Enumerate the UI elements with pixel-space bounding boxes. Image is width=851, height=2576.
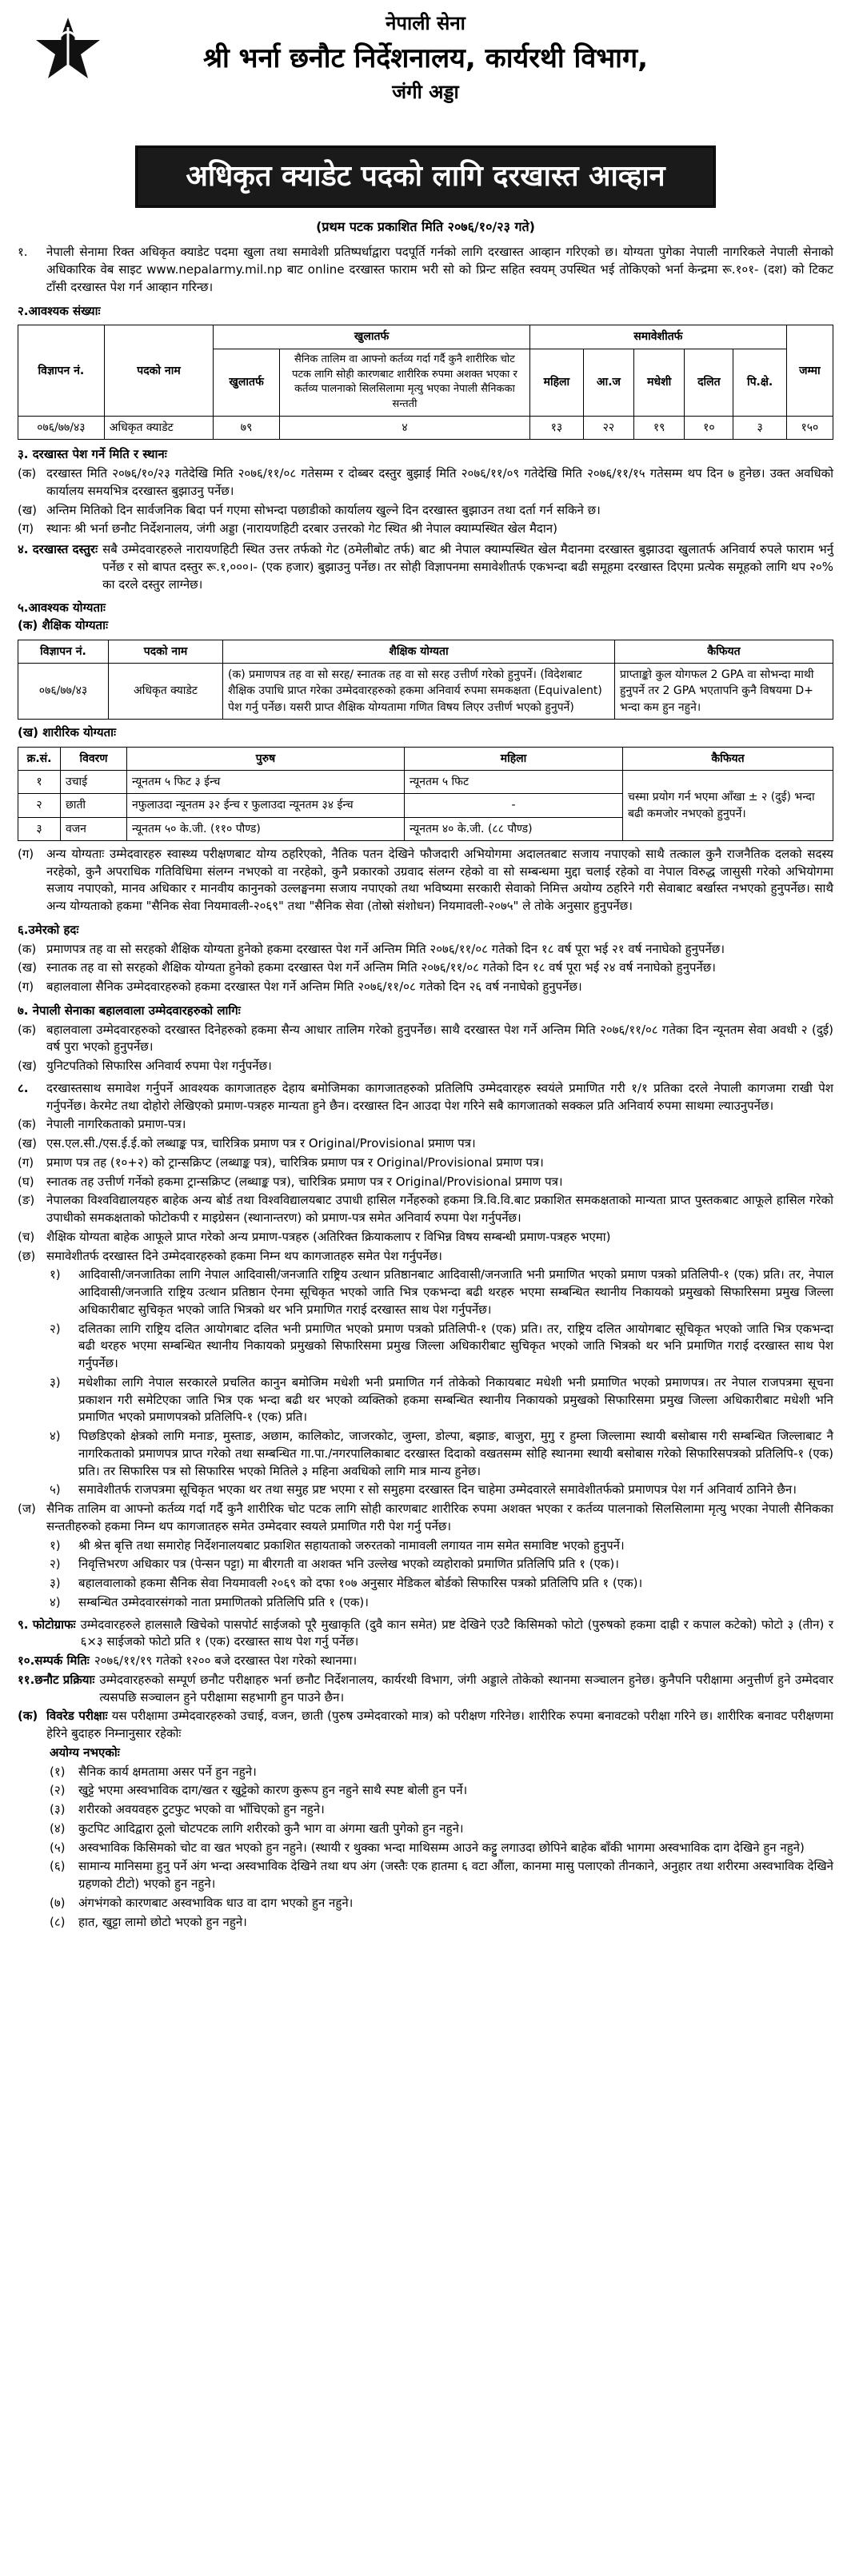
- list-item: (ख) स्नातक तह वा सो सरहको शैक्षिक योग्यता हुनेको हकमा दरखास्त पेश गर्ने अन्तिम मिति २०७६/११/०८ गतेको दिन १८ वर्ष पूरा भई २४ वर्ष ननाघेको हुनुपर्नेछ।: [18, 960, 716, 975]
- list-item: (क) नेपाली नागरिकताको प्रमाण-पत्र।: [18, 1117, 186, 1132]
- intro-paragraph: १. नेपाली सेनामा रिक्त अधिकृत क्याडेट पदमा खुला तथा समावेशी प्रतिष्पर्धाद्वारा पदपूर्ति गर्नको लागि दरखास्त आव्हान गरिएको छ। योग्यता पुगेका नेपाली नागरिकले नेपाली सेनाको अधिकारिक वेब साइट www.nepalarmy.mil.np बाट online दरखास्त फाराम भरी सो को प्रिन्ट सहित स्वयम् उपस्थित भई तोकिएको भर्ना केन्द्रमा रू.१०१- (दश) को टिकट टाँसी दरखास्त पेश गर्न आव्हान गरिन्छ।: [18, 245, 833, 294]
- publish-date: (प्रथम पटक प्रकाशित मिति २०७६/१०/२३ गते): [316, 219, 535, 235]
- list-item: (४) कुटपिट आदिद्वारा ठूलो चोटपटक लागि शरीरको कुनै भाग वा अंगमा खती पुगेको हुन नहुने।: [50, 1820, 464, 1836]
- section-4: ४. दरखास्त दस्तुरः सबै उम्मेदवारहरुले नारायणहिटी स्थित उत्तर तर्फको गेट (ठमेलीबोट तर्फ) बाट श्री नेपाल क्याम्पस्थित खेल मैदानमा दरखास्त बुझाउदा खुलातर्फ अनिवार्य रुपले फाराम भर्नु पर्नेछ र सो बापत दस्तुर रू.१,०००।- (एक हजार) बुझाउनु पर्नेछ। तर सोही विज्ञापनमा समावेशीतर्फ एकभन्दा बढी समूहमा दरखास्त दिएमा प्रत्येक समूहको लागि थप २०% का दरले दस्तुर लाग्नेछ।: [18, 542, 833, 592]
- list-item: २) दलितका लागि राष्ट्रिय दलित आयोगबाट दलित भनी प्रमाणित भएको प्रमाण पत्रको प्रतिलिपी-१ (एक) प्रति। तर, राष्ट्रिय दलित आयोगबाट सूचिकृत भएको जाति भित्र एकभन्दा बढी थरहरु भएमा सम्बन्धित स्थानीय निकायको प्रमुखको सिफारिसमा प्रमुख जिल्ला अधिकारीबाट सुचिकृत भएको जाति भित्रको थर भनि प्रमाणित गराई दरखास्त साथ पेश गर्नुपर्नेछ।: [50, 1321, 833, 1371]
- list-item: १) श्री श्रेत्त बृत्ति तथा समारोह निर्देशनालयबाट प्रकाशित सहायताको जरुरतको नामावली लगायत नाम समेत समाविष्ट भएको हुनुपर्ने।: [50, 1537, 625, 1553]
- physical-subtitle: (ख) शारीरिक योग्यताः: [18, 725, 117, 740]
- list-item: (८) हात, खुट्टा लामो छोटो भएको हुन नहुने।: [50, 1914, 247, 1929]
- list-item: (२) खुट्टे भएमा अस्वभाविक दाग/खत र खुट्टेको कारण कुरूप हुन नहुने साथै स्पष्ट बोली हुन पर्ने।: [50, 1783, 468, 1798]
- list-item: (क) दरखास्त मिति २०७६/१०/२३ गतेदेखि मिति २०७६/११/०८ गतेसम्म र दोब्बर दस्तुर बुझाई मिति २०७६/११/०९ गतेदेखि मिति २०७६/११/१५ गतेसम्म थप दिन ७ हुनेछ। उक्त अवधिको कार्यालय समयभित्र दरखास्त बुझाउनु पर्नेछ।: [18, 466, 833, 498]
- section-7-title: ७. नेपाली सेनाका बहालवाला उम्मेदवारहरुको लागिः: [18, 1003, 241, 1018]
- list-item: (७) अंगभंगको कारणबाट अस्वभाविक धाउ वा दाग भएको हुन नहुने।: [50, 1895, 354, 1910]
- list-item: ४) पिछडिएको क्षेत्रको लागि मनाङ, मुस्ताङ, अछाम, कालिकोट, जाजरकोट, जुम्ला, डोल्पा, बझाङ, बाजुरा, मुगु र हुम्ला जिल्लामा स्थायी बसोबास गरी सम्बन्धित जिल्लाबाट नै नागरिकताको प्रमाणपत्र प्राप्त गरेको तथा सम्बन्धित गा.पा./नगरपालिकाबाट दरखास्त दिदाको वखतसम्म सोहि स्थानमा स्थायी बसोबास गरेको सिफारिसपत्रको प्रतिलिपि-१ (एक) प्रति। तर सिफारिस पत्र सो सिफारिस भएको मितिले ३ महिना अवधिको लागि मात्र मान्य हुनेछ।: [50, 1429, 833, 1478]
- list-item: (ख) अन्तिम मितिको दिन सार्वजनिक बिदा पर्न गएमा सोभन्दा पछाडीको कार्यालय खुल्ने दिन दरखास्त बुझाउन तथा दर्ता गर्न सकिने छ।: [18, 502, 601, 517]
- headquarters-name: जंगी अड्डा: [392, 81, 459, 104]
- list-item: (३) शरीरको अवयवहरु टुटफुट भएको वा भाँचिएको हुन नहुने।: [50, 1802, 325, 1817]
- section-3-title: ३. दरखास्त पेश गर्ने मिति र स्थानः: [18, 447, 167, 462]
- list-item: ४) सम्बन्धित उम्मेदवारसंगको नाता प्रमाणितको प्रतिलिपि प्रति १ (एक)।: [50, 1594, 369, 1609]
- other-qualifications: (ग) अन्य योग्यताः उम्मेदवारहरु स्वास्थ्य परीक्षणबाट योग्य ठहरिएको, नैतिक पतन देखिने फौजदारी अभियोगमा अदालतबाट सजाय नपाएको साथै तत्काल कुनै राजनैतिक दलको सदस्य नरहेको, कुनै अपराधिक गतिविधिमा संलग्न नभएको वा नरहेको, कुनै प्रकारको उग्रवाद संलग्न रहेको वा सो सम्बन्धमा मुद्दा चलाई रहेको वा नेपाल विरुद्ध जासुसी गरेको अभियोगमा सजाय नपाएको, मानव अधिकार र मानवीय कानुनको उल्लङ्घनमा सजाय नपाएको तथा भविष्यमा सरकारी सेवाको निमित्त अयोग्य ठहरिने गरी सेवाबाट बर्खास्त नभएको हुनुपर्नेछ। साथै अन्य योग्यताको हकमा "सैनिक सेवा नियमावली-२०६९" तथा "सैनिक सेवा (तोस्रो संशोधन) नियमावली-२०७५" ले तोके अनुसार हुनुपर्नेछ।: [18, 846, 833, 914]
- section-5-title: ५.आवश्यक योग्यताः: [18, 600, 106, 616]
- list-item: (५) अस्वभाविक किसिमको चोट वा खत भएको हुन नहुने। (स्थायी र थुक्का भन्दा माथिसम्म आउने कट्टु लगाउदा छोपिने बाहेक बाँकी भागमा अस्वभाविक दाग देखिने हुन नहुने): [50, 1840, 805, 1855]
- directorate-name: श्री भर्ना छनौट निर्देशनालय, कार्यरथी विभाग,: [202, 42, 649, 74]
- header: [18, 10, 833, 138]
- list-item: ३) बहालवालाको हकमा सैनिक सेवा नियमावली २०६९ को दफा १०७ अनुसार मेडिकल बोर्डको सिफारिस पत्रको प्रतिलिपि प्रति १ (एक)।: [50, 1576, 643, 1591]
- section-9: ९. फोटोग्राफः उम्मेदवारहरुले हालसालै खिचेको पासपोर्ट साईजको पूरै मुखाकृति (दुवै कान समेत) प्रष्ट देखिने एउटै किसिमको फोटो (पुरुषको हकमा दाह्री र कपाल कटेको) फोटो ३ (तीन) र ६×३ साईजको फोटो प्रति १ (एक) दरखास्त साथ पेश गर्नु पर्नेछ।: [18, 1617, 833, 1649]
- section-10: १०.सम्पर्क मितिः २०७६/११/१९ गतेको १२०० बजे दरखास्त पेश गरेको स्थानमा।: [18, 1653, 358, 1669]
- list-item: (घ) स्नातक तह उत्तीर्ण गर्नेको हकमा ट्रान्सक्रिप्ट (लब्धाङ्क पत्र), चारित्रिक प्रमाण पत्र र Original/Provisional प्रमाण पत्र।: [18, 1174, 563, 1189]
- section-ka: (क) विवरेड परीक्षाः यस परीक्षामा उम्मेदवारहरुको उचाई, वजन, छाती (पुरुष उम्मेदवारको मात्र) को परीक्षण गरिनेछ। शारीरिक रुपमा बनावटको परीक्षा गरिने छ। शारीरिक बनावट परीक्षणमा हेरिने बुदाहरु निम्नानुसार रहेकोः: [18, 1709, 833, 1741]
- list-item: (६) सामान्य मानिसमा हुनु पर्ने अंग भन्दा अस्वभाविक देखिने तथा थप अंग (जस्तैः एक हातमा ६ वटा औंला, कानमा मासु पलाएको तीनकाने, अनुहार तथा शरीरमा अस्वभाविक देखिने ग्रहणको टीटो) भएको हुन नहुने।: [50, 1859, 833, 1892]
- org-name: नेपाली सेना: [386, 12, 465, 34]
- section-11: ११.छनौट प्रक्रियाः उम्मेदवारहरुको सम्पूर्ण छनौट परीक्षाहरु भर्ना छनौट निर्देशनालय, कार्यरथी विभाग, जंगी अड्डाले तोकेको स्थानमा सञ्चालन हुनेछ। कुनैपनि परीक्षामा अनुत्तीर्ण हुने उम्मेदवार त्यसपछि सञ्चालन हुने परीक्षामा सहभागी हुन पाउने छैन।: [18, 1672, 833, 1705]
- education-table: विज्ञापन नं. पदको नाम शैक्षिक योग्यता कैफियत ०७६/७७/४३ अधिकृत क्याडेट (क) प्रमाणपत्र तह वा सो सरह/ स्नातक तह वा सो सरह उत्तीर्ण गरेको हुनुपर्ने। (विदेशबाट शैक्षिक उपाधि प्राप्त गरेका उम्मेदवारहरुको हकमा अनिवार्य रुपमा समकक्षता (Equivalent) पेश गर्नु पर्नेछ। यसरी प्राप्त शैक्षिक योग्यतामा गणित विषय लिएर उत्तीर्ण भएको हुनुपर्ने) प्राप्ताङ्को कुल योगफल 2 GPA वा सोभन्दा माथी हुनुपर्ने तर 2 GPA भएतापनि कुनै विषयमा D+ भन्दा कम हुन नहुने।: [18, 640, 833, 720]
- list-item: (ख) एस.एल.सी./एस.ई.ई.को लब्धाङ्क पत्र, चारित्रिक प्रमाण पत्र र Original/Provisional प्रमाण पत्र।: [18, 1136, 476, 1151]
- table-row: ३ वजन न्यूनतम ५० के.जी. (११० पौण्ड) न्यूनतम ४० के.जी. (८८ पौण्ड): [18, 817, 833, 840]
- ineligibility-subtitle: अयोग्य नभएकोः: [50, 1745, 120, 1760]
- education-subtitle: (क) शैक्षिक योग्यताः: [18, 618, 109, 633]
- table-row: ०७६/७७/४३ अधिकृत क्याडेट (क) प्रमाणपत्र तह वा सो सरह/ स्नातक तह वा सो सरह उत्तीर्ण गरेको हुनुपर्ने। (विदेशबाट शैक्षिक उपाधि प्राप्त गरेका उम्मेदवारहरुको हकमा अनिवार्य रुपमा समकक्षता (Equivalent) पेश गर्नु पर्नेछ। यसरी प्राप्त शैक्षिक योग्यतामा गणित विषय लिएर उत्तीर्ण भएको हुनुपर्ने) प्राप्ताङ्को कुल योगफल 2 GPA वा सोभन्दा माथी हुनुपर्ने तर 2 GPA भएतापनि कुनै विषयमा D+ भन्दा कम हुन नहुने।: [18, 664, 833, 720]
- section-6-title: ६.उमेरको हदः: [18, 922, 79, 937]
- list-item: (क) प्रमाणपत्र तह वा सो सरहको शैक्षिक योग्यता हुनेको हकमा दरखास्त पेश गर्ने अन्तिम मिति २०७६/११/०८ गतेको दिन १८ वर्ष पूरा भई २१ वर्ष ननाघेको हुनुपर्नेछ।: [18, 941, 725, 956]
- list-item: (१) सैनिक कार्य क्षमतामा असर पर्ने हुन नहुने।: [50, 1764, 257, 1779]
- section-2-title: २.आवश्यक संख्याः: [18, 303, 101, 318]
- list-item: ३) मधेशीका लागि नेपाल सरकारले प्रचलित कानुन बमोजिम मधेशी भनी प्रमाणित गर्न तोकेको निकायबाट मधेशी भनी प्रमाणित भएको प्रमाणपत्र। तर नेपाल राजपत्रमा सूचना प्रकाशन गरी समेटिएका जाति भित्र एक भन्दा बढी थर भएको व्यक्तिको हकमा सम्बन्धित स्थानीय निकायको प्रमुखको सिफारिसमा प्रमुख जिल्ला अधिकारीबाट मधेशी भनि प्रमाणित भएको प्रमाणपत्रको प्रतिलिपि-१ (एक) प्रति।: [50, 1374, 833, 1425]
- notice-page: [18, 0, 833, 1931]
- list-item: (ग) स्थानः श्री भर्ना छनौट निर्देशनालय, जंगी अड्डा (नारायणहिटी दरबार उत्तरको गेट स्थित श्री नेपाल क्याम्पस्थित खेल मैदान): [18, 521, 557, 536]
- table-row: १ उचाई न्यूनतम ५ फिट ३ ईन्च न्यूनतम ५ फिट चस्मा प्रयोग गर्न भएमा आँखा ± २ (दुई) भन्दा बढी कमजोर नभएको हुनुपर्ने।: [18, 771, 833, 794]
- list-item: (क) बहालवाला उम्मेदवारहरुको दरखास्त दिनेहरुको हकमा सैन्य आधार तालिम गरेको हुनुपर्नेछ। साथै दरखास्त पेश गर्ने अन्तिम मिति २०७६/११/०८ गतेका दिन न्यूनतम सेवा अवधी २ (दुई) वर्ष पुरा भएको हुनुपर्नेछ।: [18, 1022, 833, 1055]
- table-row: ०७६/७७/४३ अधिकृत क्याडेट ७९ ४ १३ २२ १९ १० ३ १५०: [18, 417, 833, 440]
- list-item: (छ) समावेशीतर्फ दरखास्त दिने उम्मेदवारहरुको हकमा निम्न थप कागजातहरु समेत पेश गर्नुपर्नेछ।: [18, 1248, 442, 1263]
- notice-title: अधिकृत क्याडेट पदको लागि दरखास्त आव्हान: [135, 146, 716, 208]
- list-item: १) आदिवासी/जनजातिका लागि नेपाल आदिवासी/जनजाति राष्ट्रिय उत्थान प्रतिष्ठानबाट आदिवासी/जनजाति भनी प्रमाणित भएको प्रमाण पत्रको प्रतिलिपी-१ (एक) प्रति। तर, नेपाल आदिवासी/जनजाति राष्ट्रिय उत्थान प्रतिष्ठान ऐनमा सूचिकृत भएको जाति भित्र एकभन्दा बढी थरहरु भएमा सम्बन्धित स्थानीय निकायको प्रमुखको सिफारिसमा प्रमुख जिल्ला अधिकारीबाट सुचिकृत भएको जाति भित्रको थर भनि प्रमाणित गराई दरखास्त साथ पेश गर्नुपर्नेछ।: [50, 1267, 833, 1317]
- list-item: (ग) प्रमाण पत्र तह (१०+२) को ट्रान्सक्रिप्ट (लब्धाङ्क पत्र), चारित्रिक प्रमाण पत्र र Original/Provisional प्रमाण पत्र।: [18, 1154, 544, 1170]
- list-item: २) निवृत्तिभरण अधिकार पत्र (पेन्सन पट्टा) मा बीरगती वा अशक्त भनि उल्लेख भएको व्यहोराको प्रमाणित प्रतिलिपि प्रति १ (एक)।: [50, 1557, 619, 1572]
- list-item: ५) समावेशीतर्फ राजपत्रमा सूचिकृत भएका थर तथा समुह प्रष्ट भएमा र सो समुहमा दरखास्त दिन चाहेमा उम्मेदवारले समावेशीतर्फको प्रमाणपत्र पेश गर्न अनिवार्य ठानिने छैन।: [50, 1482, 797, 1497]
- list-item: (च) शैक्षिक योग्यता बाहेक आफूले प्राप्त गरेको अन्य प्रमाण-पत्रहरु (अतिरिक्त क्रियाकलाप र विभिन्न विषय सम्बन्धी प्रमाण-पत्रहरु भएमा): [18, 1229, 611, 1244]
- list-item: (ज) सैनिक तालिम वा आफ्नो कर्तव्य गर्दा गर्दै कुनै शारीरिक चोट पटक लागि सोही कारणबाट शारीरिक रुपमा अशक्त भएका र कर्तव्य पालनाको सिलसिलामा मृत्यु भएका नेपाली सैनिकका सन्ततीहरुको हकमा निम्न थप कागजातहरु समेत उम्मेदवार स्वयले प्रमाणित गरी पेश गर्नु पर्नेछ।: [18, 1501, 833, 1533]
- table-row: २ छाती नफुलाउदा न्यूनतम ३२ ईन्च र फुलाउदा न्यूनतम ३४ ईन्च -: [18, 794, 833, 817]
- list-item: (ग) बहालवाला सैनिक उम्मेदवारहरुको हकमा दरखास्त पेश गर्ने अन्तिम मिति २०७६/११/०८ गतेको दिन २६ वर्ष ननाघेको हुनुपर्नेछ।: [18, 979, 582, 995]
- vacancy-table: विज्ञापन नं. पदको नाम खुलातर्फ समावेशीतर्फ जम्मा खुलातर्फ सैनिक तालिम वा आफ्नो कर्तव्य गर्दा गर्दै कुनै शारीरिक चोट पटक लागि सोही कारणबाट शारीरिक रुपमा अशक्त भएका र कर्तव्य पालनाको सिलसिलामा मृत्यु भएका नेपाली सैनिकका सन्तती महिला आ.ज मधेशी दलित पि.क्षे. ०७६/७७/४३ अधिकृत क्याडेट ७९ ४ १३ २२ १९ १० ३ १५०: [18, 325, 833, 440]
- list-item: (ख) युनिटपतिको सिफारिस अनिवार्य रुपमा पेश गर्नुपर्नेछ।: [18, 1059, 272, 1074]
- nepal-army-emblem-icon: [34, 16, 102, 88]
- section-8: ८. दरखास्तसाथ समावेश गर्नुपर्ने आवश्यक कागजातहरु देहाय बमोजिमका कागजातहरुको प्रतिलिपि उम्मेदवारहरु स्वयंले प्रमाणित गरी १/१ प्रतिका दरले नेपाली कागजमा राखी पेश गर्नुपर्नेछ। केरमेट तथा दोहोरो लेखिएको प्रमाण-पत्रहरु मान्यता हुने छैन। दरखास्त दिन आउदा पेश गरिने सबै कागजातको सक्कल प्रति अनिवार्य रुपमा साथमा ल्याउनुपर्नेछ।: [18, 1080, 833, 1113]
- physical-table: क्र.सं. विवरण पुरुष महिला कैफियत १ उचाई न्यूनतम ५ फिट ३ ईन्च न्यूनतम ५ फिट चस्मा प्रयोग गर्न भएमा आँखा ± २ (दुई) भन्दा बढी कमजोर नभएको हुनुपर्ने। २ छाती नफुलाउदा न्यूनतम ३२ ईन्च र फुलाउदा न्यूनतम ३४ ईन्च - ३ वजन न्यूनतम ५० के.जी. (११० पौण्ड) न्यूनतम ४० के.जी. (८८ पौण्ड): [18, 747, 833, 841]
- list-item: (ङ) नेपालका विश्वविद्यालयहरु बाहेक अन्य बोर्ड तथा विश्वविद्यालयबाट उपाधी हासिल गर्नेहरुको हकमा त्रि.वि.वि.बाट प्रकाशित समकक्षताको मान्यता प्राप्त पुस्तकबाट आफूले हासिल गरेको उपाधीको समकक्षताको फोटोकपी र माइग्रेसन (स्थानान्तरण) को प्रमाण-पत्र समेत अनिवार्य रुपमा पेश गर्नुपर्नेछ।: [18, 1193, 833, 1226]
